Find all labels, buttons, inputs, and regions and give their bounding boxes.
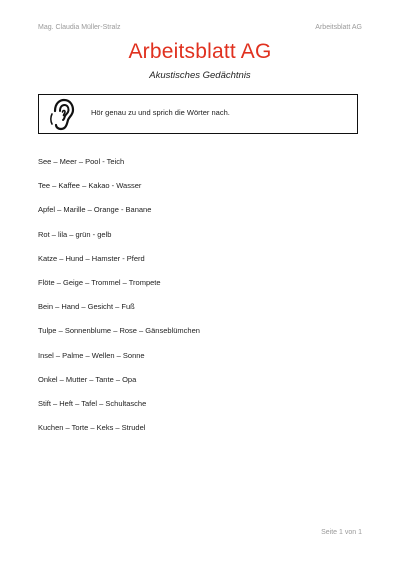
word-list xyxy=(38,157,200,447)
word-row: Flöte – Geige – Trommel – Trompete xyxy=(38,277,161,287)
instruction-box xyxy=(38,94,358,134)
word-row: See – Meer – Pool - Teich xyxy=(38,157,125,166)
word-row: Tee – Kaffee – Kakao - Wasser xyxy=(38,181,142,191)
page-title: Arbeitsblatt AG xyxy=(128,40,272,63)
word-row: Katze – Hund – Hamster - Pferd xyxy=(38,253,145,263)
word-row: Bein – Hand – Gesicht – Fuß xyxy=(38,302,135,312)
word-row: Rot – lila – grün - gelb xyxy=(38,229,112,239)
word-row: Stift – Heft – Tafel – Schultasche xyxy=(38,398,147,408)
word-row: Onkel – Mutter – Tante – Opa xyxy=(38,374,137,384)
page-number: Seite 1 von 1 xyxy=(321,529,362,536)
ear-icon xyxy=(49,98,75,132)
word-row: Kuchen – Torte – Keks – Strudel xyxy=(38,423,146,433)
word-row: Insel – Palme – Wellen – Sonne xyxy=(38,350,145,360)
header-doc-name: Arbeitsblatt AG xyxy=(315,24,362,31)
word-row: Tulpe – Sonnenblume – Rose – Gänseblümchen xyxy=(38,326,200,336)
page-subtitle: Akustisches Gedächtnis xyxy=(149,70,251,81)
instruction-text: Hör genau zu und sprich die Wörter nach. xyxy=(91,108,230,117)
header-author: Mag. Claudia Müller-Stralz xyxy=(38,24,121,31)
word-row: Apfel – Marille – Orange - Banane xyxy=(38,205,152,215)
